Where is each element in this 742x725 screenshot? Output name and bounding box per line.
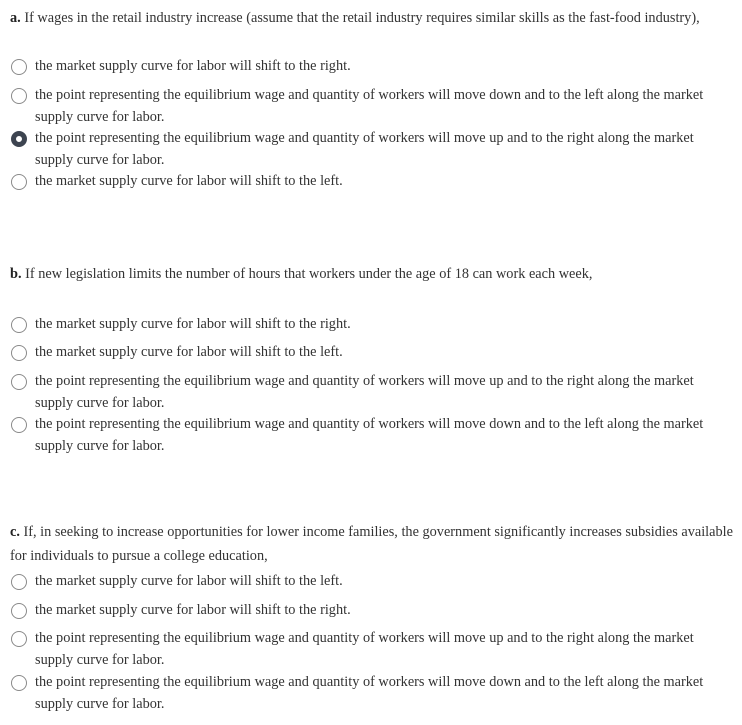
radio-button[interactable] (11, 675, 27, 691)
question-b-label: b. (10, 266, 22, 282)
question-b-option-2[interactable] (11, 342, 739, 364)
radio-button[interactable] (11, 59, 27, 75)
option-text: the point representing the equilibrium wage and quantity of workers will move up and to the right along the market supply curve for labor. (35, 373, 694, 411)
option-text: the market supply curve for labor will shift to the left. (35, 573, 343, 589)
question-a-label: a. (10, 10, 21, 26)
question-a-option-4[interactable] (11, 171, 739, 193)
radio-button[interactable] (11, 88, 27, 104)
question-c-label: c. (10, 524, 20, 540)
option-text: the point representing the equilibrium wage and quantity of workers will move down and to the left along the market supply curve for labor. (35, 87, 704, 125)
question-b-prompt (10, 262, 738, 286)
question-c-option-2[interactable] (11, 600, 739, 622)
radio-button[interactable] (11, 317, 27, 333)
option-text: the market supply curve for labor will shift to the left. (35, 344, 343, 360)
option-text: the point representing the equilibrium wage and quantity of workers will move up and to the right along the market supply curve for labor. (35, 630, 694, 668)
option-text: the market supply curve for labor will shift to the right. (35, 316, 351, 332)
radio-button[interactable] (11, 345, 27, 361)
radio-button[interactable] (11, 574, 27, 590)
question-a-option-2[interactable] (11, 85, 739, 128)
option-text: the market supply curve for labor will shift to the right. (35, 602, 351, 618)
question-c-text: If, in seeking to increase opportunities for lower income families, the government significantly increases subsidies available for individuals to pursue a college education, (10, 524, 733, 564)
radio-button-selected[interactable] (11, 131, 27, 147)
radio-button[interactable] (11, 603, 27, 619)
radio-button[interactable] (11, 417, 27, 433)
question-c-option-1[interactable] (11, 571, 739, 593)
question-b-text: If new legislation limits the number of hours that workers under the age of 18 can work each week, (25, 266, 593, 282)
question-b-option-1[interactable] (11, 314, 739, 336)
radio-button[interactable] (11, 174, 27, 190)
option-text: the point representing the equilibrium wage and quantity of workers will move up and to the right along the market supply curve for labor. (35, 130, 694, 168)
question-b-option-4[interactable] (11, 414, 739, 457)
question-b-option-3[interactable] (11, 371, 739, 414)
option-text: the point representing the equilibrium wage and quantity of workers will move down and to the left along the market supply curve for labor. (35, 416, 704, 454)
question-c-option-3[interactable] (11, 628, 739, 671)
question-a-option-1[interactable] (11, 56, 739, 78)
question-a-option-3[interactable] (11, 128, 739, 171)
radio-button[interactable] (11, 374, 27, 390)
question-a-text: If wages in the retail industry increase (assume that the retail industry requires similar skills as the fast-food industry), (24, 10, 700, 26)
question-c-prompt (10, 520, 738, 568)
option-text: the market supply curve for labor will shift to the left. (35, 173, 343, 189)
question-a-prompt (10, 6, 738, 30)
option-text: the market supply curve for labor will shift to the right. (35, 58, 351, 74)
option-text: the point representing the equilibrium wage and quantity of workers will move down and to the left along the market supply curve for labor. (35, 674, 704, 712)
question-c-option-4[interactable] (11, 672, 739, 715)
radio-button[interactable] (11, 631, 27, 647)
